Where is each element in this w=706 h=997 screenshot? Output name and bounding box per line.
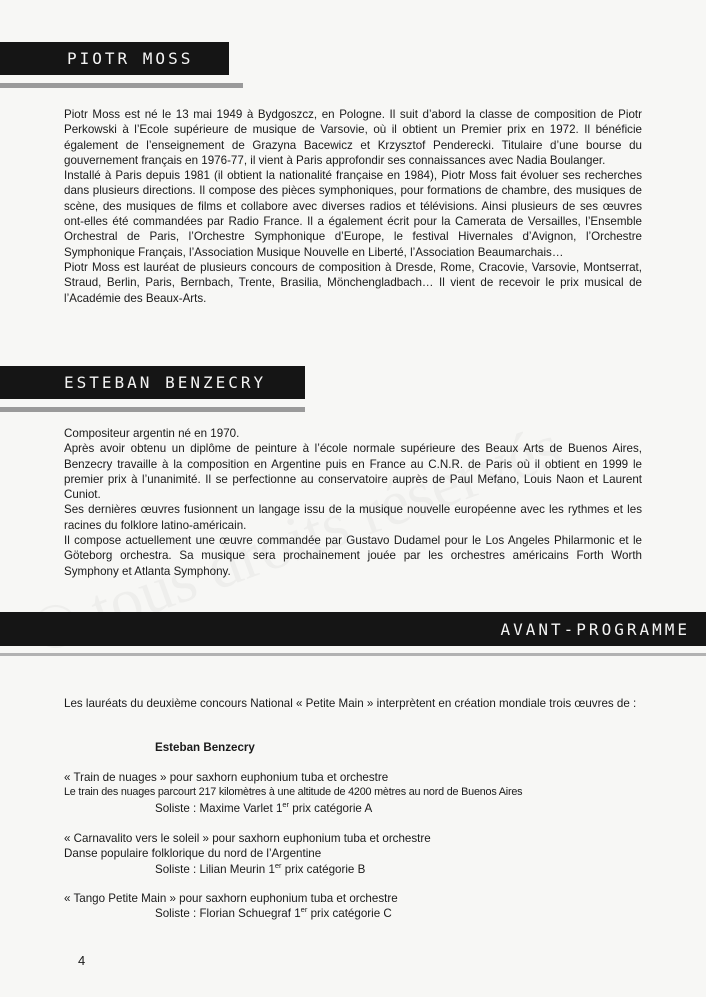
- bio-paragraph: Installé à Paris depuis 1981 (il obtient la nationalité française en 1984), Piotr Moss fait évoluer ses recherches dans plusieurs directions. Il compose des pièces symphoniques, pour formations de chambre, des musiques de scène, des musiques de films et collabore avec diverses radios et télévisions. Ainsi plusieurs de ses œuvres ont-elles été commandées par Radio France. Il a également écrit pour la Camerata de Versailles, l’Ensemble Orchestral de Paris, l’Orchestre Symphonique d’Europe, le festival Hivernales d’Avignon, l’Orchestre Symphonique Français, l’Association Musique Nouvelle en Liberté, l’Association Beaumarchais…: [64, 169, 642, 259]
- section-title-band-esteban-benzecry: [0, 366, 305, 399]
- section-title-band-piotr-moss: [0, 42, 229, 75]
- work-item: [64, 831, 664, 877]
- piotr-moss-bio: [64, 107, 642, 306]
- page-number: 4: [78, 953, 86, 968]
- bio-paragraph: Ses dernières œuvres fusionnent un langage issu de la musique nouvelle européenne avec les rythmes et les racines du folklore latino-américain.: [64, 503, 642, 532]
- composer-name: Esteban Benzecry: [155, 741, 255, 754]
- bio-paragraph: Il compose actuellement une œuvre commandée par Gustavo Dudamel pour le Los Angeles Philarmonic et le Göteborg orchestra. Sa musique sera prochainement jouée par les orchestres américains Forth Worth Symphony et Atlanta Symphony.: [64, 534, 642, 578]
- bio-paragraph: Après avoir obtenu un diplôme de peinture à l’école normale supérieure des Beaux Arts de Buenos Aires, Benzecry travaille à la composition en Argentine puis en France au C.N.R. de Paris où il obtient en 1999 le premier prix à l’unanimité. Il se perfectionne au conservatoire auprès de Paul Mefano, Louis Naon et Laurent Cuniot.: [64, 442, 642, 502]
- work-soloist: Soliste : Maxime Varlet 1er prix catégorie A: [155, 799, 373, 815]
- work-description: Le train des nuages parcourt 217 kilomètres à une altitude de 4200 mètres au nord de Buenos Aires: [64, 786, 523, 799]
- section-divider: [0, 653, 706, 656]
- intro-text: Les lauréats du deuxième concours National « Petite Main » interprètent en création mondiale trois œuvres de :: [64, 697, 637, 710]
- work-description: Danse populaire folklorique du nord de l’Argentine: [64, 847, 322, 861]
- work-item: [64, 770, 664, 816]
- section-title: ESTEBAN BENZECRY: [64, 373, 267, 392]
- section-divider: [0, 83, 243, 88]
- avant-programme-intro: [64, 696, 642, 711]
- section-divider: [0, 407, 305, 412]
- bio-paragraph: Piotr Moss est lauréat de plusieurs concours de composition à Dresde, Rome, Cracovie, Varsovie, Montserrat, Straud, Berlin, Paris, Bernbach, Trente, Brasilia, Mönchengladbach… Il vient de recevoir le prix musical de l’Académie des Beaux-Arts.: [64, 260, 642, 305]
- work-soloist: Soliste : Lilian Meurin 1er prix catégorie B: [155, 860, 366, 876]
- section-title: PIOTR MOSS: [67, 49, 194, 68]
- bio-paragraph: Piotr Moss est né le 13 mai 1949 à Bydgoszcz, en Pologne. Il suit d’abord la classe de composition de Piotr Perkowski à l’Ecole supérieure de musique de Varsovie, où il obtient un Premier prix en 1972. Il bénéficie également de l’enseignement de Grazyna Bacewicz et Krzysztof Penderecki. Titulaire d’une bourse du gouvernement français en 1976-77, il vient à Paris approfondir ses connaissances avec Nadia Boulanger.: [64, 108, 642, 167]
- section-title: AVANT-PROGRAMME: [500, 619, 690, 639]
- work-title: « Tango Petite Main » pour saxhorn euphonium tuba et orchestre: [64, 892, 398, 905]
- work-title: « Train de nuages » pour saxhorn euphonium tuba et orchestre: [64, 771, 389, 784]
- section-title-band-avant-programme: [0, 612, 706, 646]
- work-soloist: Soliste : Florian Schuegraf 1er prix catégorie C: [155, 905, 392, 921]
- bio-paragraph: Compositeur argentin né en 1970.: [64, 427, 240, 440]
- work-title: « Carnavalito vers le soleil » pour saxhorn euphonium tuba et orchestre: [64, 832, 431, 845]
- esteban-benzecry-bio: [64, 426, 642, 579]
- work-item: [64, 891, 664, 922]
